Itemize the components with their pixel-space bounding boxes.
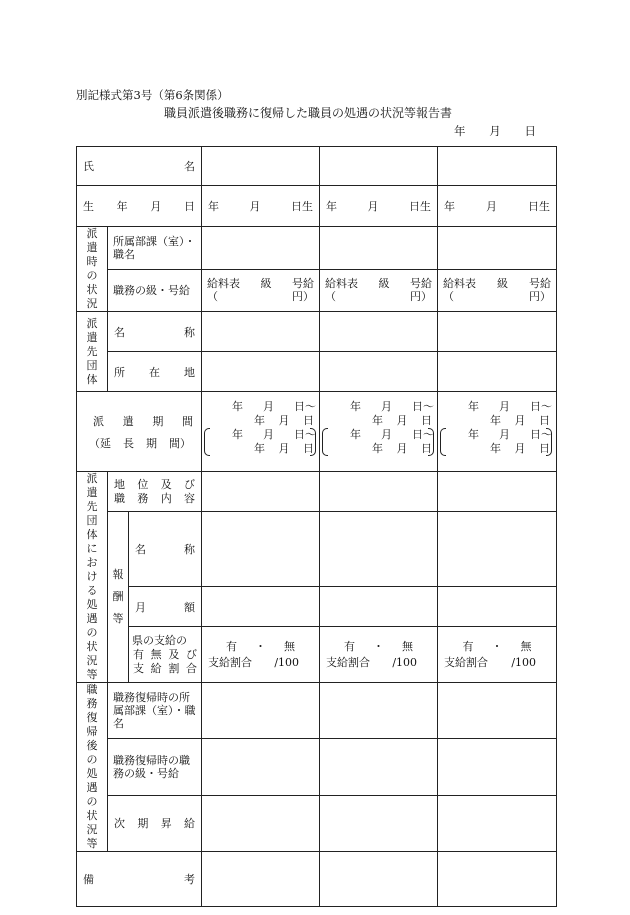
duties-field-2[interactable]	[320, 472, 438, 512]
org-name-field-1[interactable]	[202, 312, 320, 352]
name-field-1[interactable]	[202, 147, 320, 186]
label-next-promotion: 次 期 昇 給	[108, 795, 202, 851]
label-name: 氏 名	[77, 147, 202, 186]
monthly-field-3[interactable]	[438, 587, 557, 627]
return-dept-field-2[interactable]	[320, 683, 438, 739]
location-field-1[interactable]	[202, 352, 320, 392]
label-dest-org: 派 遣 先 団 体	[77, 312, 108, 392]
row-birthdate	[77, 186, 557, 227]
birthdate-field-1[interactable]: 年 月 日生	[202, 186, 320, 227]
return-grade-field-1[interactable]	[202, 739, 320, 795]
row-dispatch-dept	[77, 227, 557, 270]
row-return-grade	[77, 739, 557, 795]
period-field-2[interactable]: 年 月 日〜 年 月 日 年 月 日〜 年 月 日	[320, 392, 438, 472]
label-return-dept: 職務復帰時の所属部課（室）・職名	[108, 683, 202, 739]
duties-field-3[interactable]	[438, 472, 557, 512]
remarks-field-1[interactable]	[202, 852, 320, 907]
row-dispatch-grade	[77, 269, 557, 312]
date-year: 年	[454, 124, 466, 138]
dept-field-3[interactable]	[438, 227, 557, 270]
label-org-location: 所 在 地	[108, 352, 202, 392]
location-field-3[interactable]	[438, 352, 557, 392]
report-date	[454, 124, 536, 138]
monthly-field-2[interactable]	[320, 587, 438, 627]
promotion-field-3[interactable]	[438, 795, 557, 851]
promotion-field-1[interactable]	[202, 795, 320, 851]
row-position-duties	[77, 472, 557, 512]
row-pref-payment	[77, 627, 557, 683]
label-period: 派 遣 期 間 （延 長 期 間）	[77, 392, 202, 472]
row-rem-monthly	[77, 587, 557, 627]
row-name	[77, 147, 557, 186]
remarks-field-3[interactable]	[438, 852, 557, 907]
salary-field-3[interactable]: 給料表 級 号給 （ 円）	[438, 269, 557, 312]
label-pref-payment: 県の支給の 有 無 及 び 支 給 割 合	[129, 627, 202, 683]
report-form-table	[76, 146, 557, 907]
birthdate-field-2[interactable]: 年 月 日生	[320, 186, 438, 227]
row-return-dept	[77, 683, 557, 739]
return-dept-field-3[interactable]	[438, 683, 557, 739]
dept-field-1[interactable]	[202, 227, 320, 270]
date-month: 月	[489, 124, 501, 138]
rem-name-field-2[interactable]	[320, 512, 438, 587]
date-day: 日	[524, 124, 536, 138]
rem-name-field-3[interactable]	[438, 512, 557, 587]
payment-field-3[interactable]: 有 ・ 無 支給割合 /100	[438, 627, 557, 683]
return-grade-field-2[interactable]	[320, 739, 438, 795]
label-return-grade: 職務復帰時の職務の級・号給	[108, 739, 202, 795]
return-grade-field-3[interactable]	[438, 739, 557, 795]
location-field-2[interactable]	[320, 352, 438, 392]
remarks-field-2[interactable]	[320, 852, 438, 907]
salary-field-2[interactable]: 給料表 級 号給 （ 円）	[320, 269, 438, 312]
period-field-1[interactable]: 年 月 日〜 年 月 日 年 月 日〜 年 月 日	[202, 392, 320, 472]
dept-field-2[interactable]	[320, 227, 438, 270]
org-name-field-3[interactable]	[438, 312, 557, 352]
label-dest-status: 派 遣 先 団 体 に お け る 処 遇 の 状 況 等	[77, 472, 108, 683]
salary-field-1[interactable]: 給料表 級 号給 （ 円）	[202, 269, 320, 312]
rem-name-field-1[interactable]	[202, 512, 320, 587]
row-rem-name	[77, 512, 557, 587]
row-period	[77, 392, 557, 472]
duties-field-1[interactable]	[202, 472, 320, 512]
label-rem-name: 名 称	[129, 512, 202, 587]
label-position-duties: 地 位 及 び 職 務 内 容	[108, 472, 202, 512]
label-remarks: 備 考	[77, 852, 202, 907]
form-number: 別記様式第3号（第6条関係）	[76, 88, 229, 102]
row-next-promotion	[77, 795, 557, 851]
payment-field-1[interactable]: 有 ・ 無 支給割合 /100	[202, 627, 320, 683]
row-remarks	[77, 852, 557, 907]
label-rem-monthly: 月 額	[129, 587, 202, 627]
label-return-status: 職 務 復 帰 後 の 処 遇 の 状 況 等	[77, 683, 108, 852]
label-grade: 職務の級・号給	[108, 269, 202, 312]
row-org-location	[77, 352, 557, 392]
label-remuneration: 報 酬 等	[108, 512, 129, 683]
payment-field-2[interactable]: 有 ・ 無 支給割合 /100	[320, 627, 438, 683]
name-field-3[interactable]	[438, 147, 557, 186]
return-dept-field-1[interactable]	[202, 683, 320, 739]
label-dept-name: 所属部課（室）・職名	[108, 227, 202, 270]
period-field-3[interactable]: 年 月 日〜 年 月 日 年 月 日〜 年 月 日	[438, 392, 557, 472]
label-org-name: 名 称	[108, 312, 202, 352]
label-dispatch-time-status: 派 遣 時 の 状 況	[77, 227, 108, 312]
row-org-name	[77, 312, 557, 352]
birthdate-field-3[interactable]: 年 月 日生	[438, 186, 557, 227]
form-title: 職員派遣後職務に復帰した職員の処遇の状況等報告書	[164, 106, 453, 120]
label-birthdate: 生 年 月 日	[77, 186, 202, 227]
org-name-field-2[interactable]	[320, 312, 438, 352]
monthly-field-1[interactable]	[202, 587, 320, 627]
name-field-2[interactable]	[320, 147, 438, 186]
promotion-field-2[interactable]	[320, 795, 438, 851]
